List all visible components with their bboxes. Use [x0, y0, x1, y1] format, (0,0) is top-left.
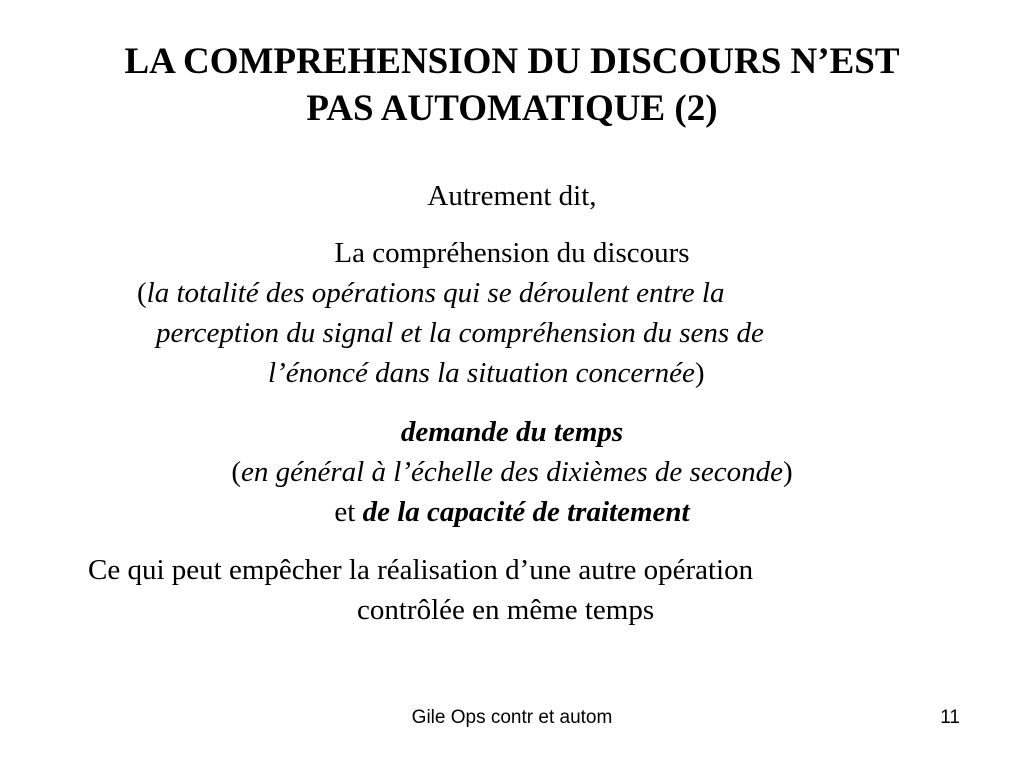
intro-text — [0, 176, 1024, 216]
consequence-line-2: contrôlée en même temps — [357, 594, 655, 626]
definition-line-1 — [137, 273, 724, 313]
timescale-close-paren: ) — [782, 456, 793, 488]
timescale-text — [0, 452, 1024, 492]
subject-label: La compréhension du discours — [334, 237, 690, 269]
slide-title-line-1: LA COMPREHENSION DU DISCOURS N’EST — [124, 41, 900, 82]
demand-text — [0, 412, 1024, 452]
capacity-text — [0, 492, 1024, 532]
definition-text-1: la totalité des opérations qui se déroulent entre la — [146, 277, 725, 309]
intro-label: Autrement dit, — [427, 180, 597, 212]
footer-label — [0, 706, 1024, 730]
capacity-label: de la capacité de traitement — [362, 496, 690, 528]
and-word: et — [334, 496, 356, 528]
definition-close-paren: ) — [694, 357, 705, 389]
definition-open-paren: ( — [137, 277, 147, 309]
slide-title-line-2: PAS AUTOMATIQUE (2) — [306, 88, 718, 129]
slide-number — [900, 706, 960, 730]
timescale-open-paren: ( — [231, 456, 242, 488]
consequence-block — [0, 550, 1024, 630]
definition-text-3: l’énoncé dans la situation concernée — [268, 357, 695, 389]
demand-label: demande du temps — [400, 416, 624, 448]
slide-title — [0, 38, 1024, 132]
definition-line-3 — [268, 353, 705, 393]
timescale-label: en général à l’échelle des dixièmes de seconde — [241, 456, 783, 488]
slide-number-text: 11 — [940, 707, 960, 728]
consequence-line-1: Ce qui peut empêcher la réalisation d’une autre opération — [88, 554, 754, 586]
definition-text-2: perception du signal et la compréhension du sens de — [156, 317, 764, 349]
definition-block — [0, 273, 1024, 393]
footer-text: Gile Ops contr et autom — [411, 707, 613, 728]
definition-line-2 — [156, 313, 764, 353]
subject-text — [0, 233, 1024, 273]
